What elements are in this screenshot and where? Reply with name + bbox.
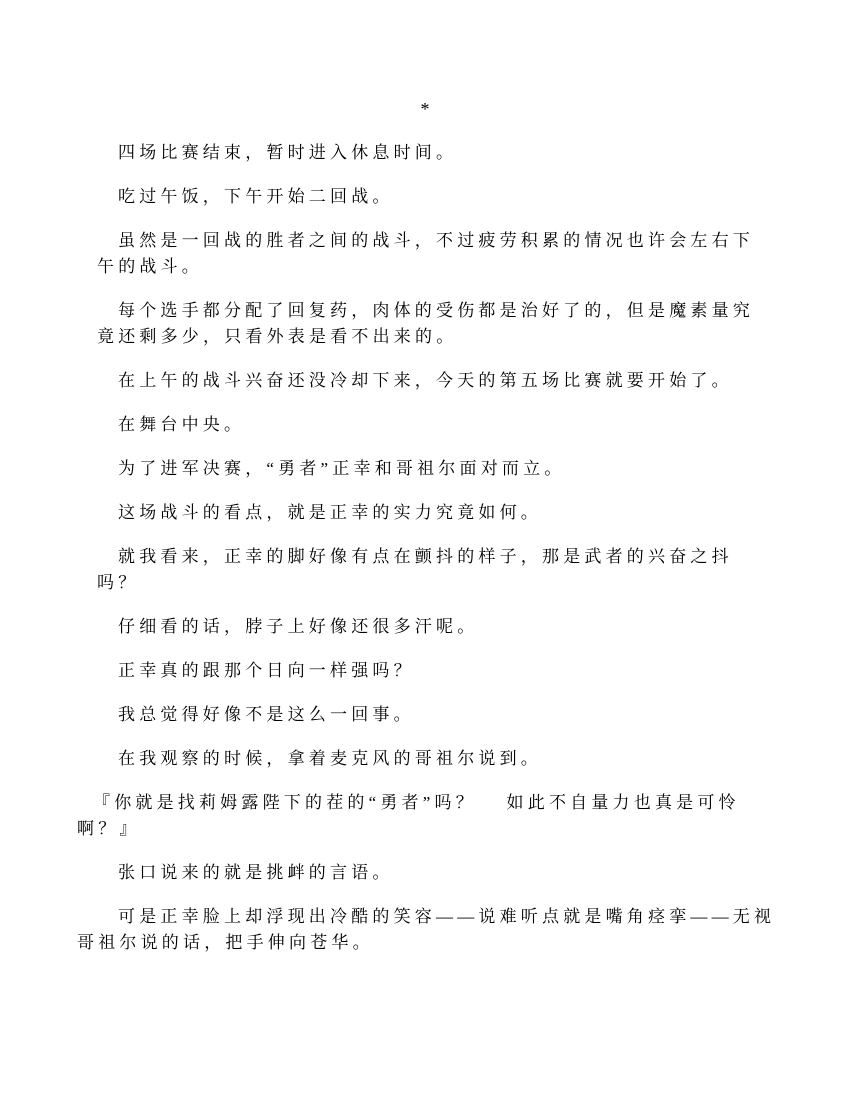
paragraph <box>77 790 753 842</box>
text-line: 就我看来，正幸的脚好像有点在颤抖的样子，那是武者的兴奋之抖 <box>118 547 733 566</box>
paragraph <box>97 184 753 210</box>
text-line: 吗？ <box>97 573 140 592</box>
text-line: 张口说来的就是挑衅的言语。 <box>118 863 394 882</box>
text-line: 为了进军决赛，“勇者”正幸和哥祖尔面对而立。 <box>118 459 566 478</box>
text-line: 我总觉得好像不是这么一回事。 <box>118 705 415 724</box>
paragraph <box>97 298 753 350</box>
text-line: 在上午的战斗兴奋还没冷却下来，今天的第五场比赛就要开始了。 <box>118 371 733 390</box>
paragraph <box>97 658 753 684</box>
text-line: 『你就是找莉姆露陛下的茬的“勇者”吗？ 如此不自量力也真是可怜 <box>93 793 740 812</box>
text-line: 仔细看的话，脖子上好像还很多汗呢。 <box>118 617 479 636</box>
text-line: 在我观察的时候，拿着麦克风的哥祖尔说到。 <box>118 749 542 768</box>
text-line: 午的战斗。 <box>97 257 203 276</box>
paragraph <box>97 702 753 728</box>
text-line: 四场比赛结束，暂时进入休息时间。 <box>118 143 458 162</box>
paragraph <box>97 500 753 526</box>
text-line: 竟还剩多少，只看外表是看不出来的。 <box>97 327 458 346</box>
text-line: 正幸真的跟那个日向一样强吗？ <box>118 661 415 680</box>
paragraph <box>97 544 753 596</box>
novel-text <box>77 140 776 956</box>
paragraph <box>97 228 753 280</box>
text-line: 啊？』 <box>77 819 141 838</box>
paragraph <box>97 140 753 166</box>
paragraph <box>97 614 753 640</box>
text-line: 哥祖尔说的话，把手伸向苍华。 <box>77 933 374 952</box>
text-line: 吃过午饭，下午开始二回战。 <box>118 187 394 206</box>
paragraph <box>97 412 753 438</box>
text-line: 虽然是一回战的胜者之间的战斗，不过疲劳积累的情况也许会左右下 <box>118 231 754 250</box>
text-line: 这场战斗的看点，就是正幸的实力究竟如何。 <box>118 503 542 522</box>
text-line: 每个选手都分配了回复药，肉体的受伤都是治好了的，但是魔素量究 <box>118 301 754 320</box>
paragraph <box>97 456 753 482</box>
paragraph <box>97 860 753 886</box>
paragraph <box>97 746 753 772</box>
text-line: 可是正幸脸上却浮现出冷酷的笑容——说难听点就是嘴角痉挛——无视 <box>118 907 776 926</box>
section-separator: * <box>420 99 430 119</box>
paragraph <box>77 904 776 956</box>
text-line: 在舞台中央。 <box>118 415 246 434</box>
paragraph <box>97 368 753 394</box>
